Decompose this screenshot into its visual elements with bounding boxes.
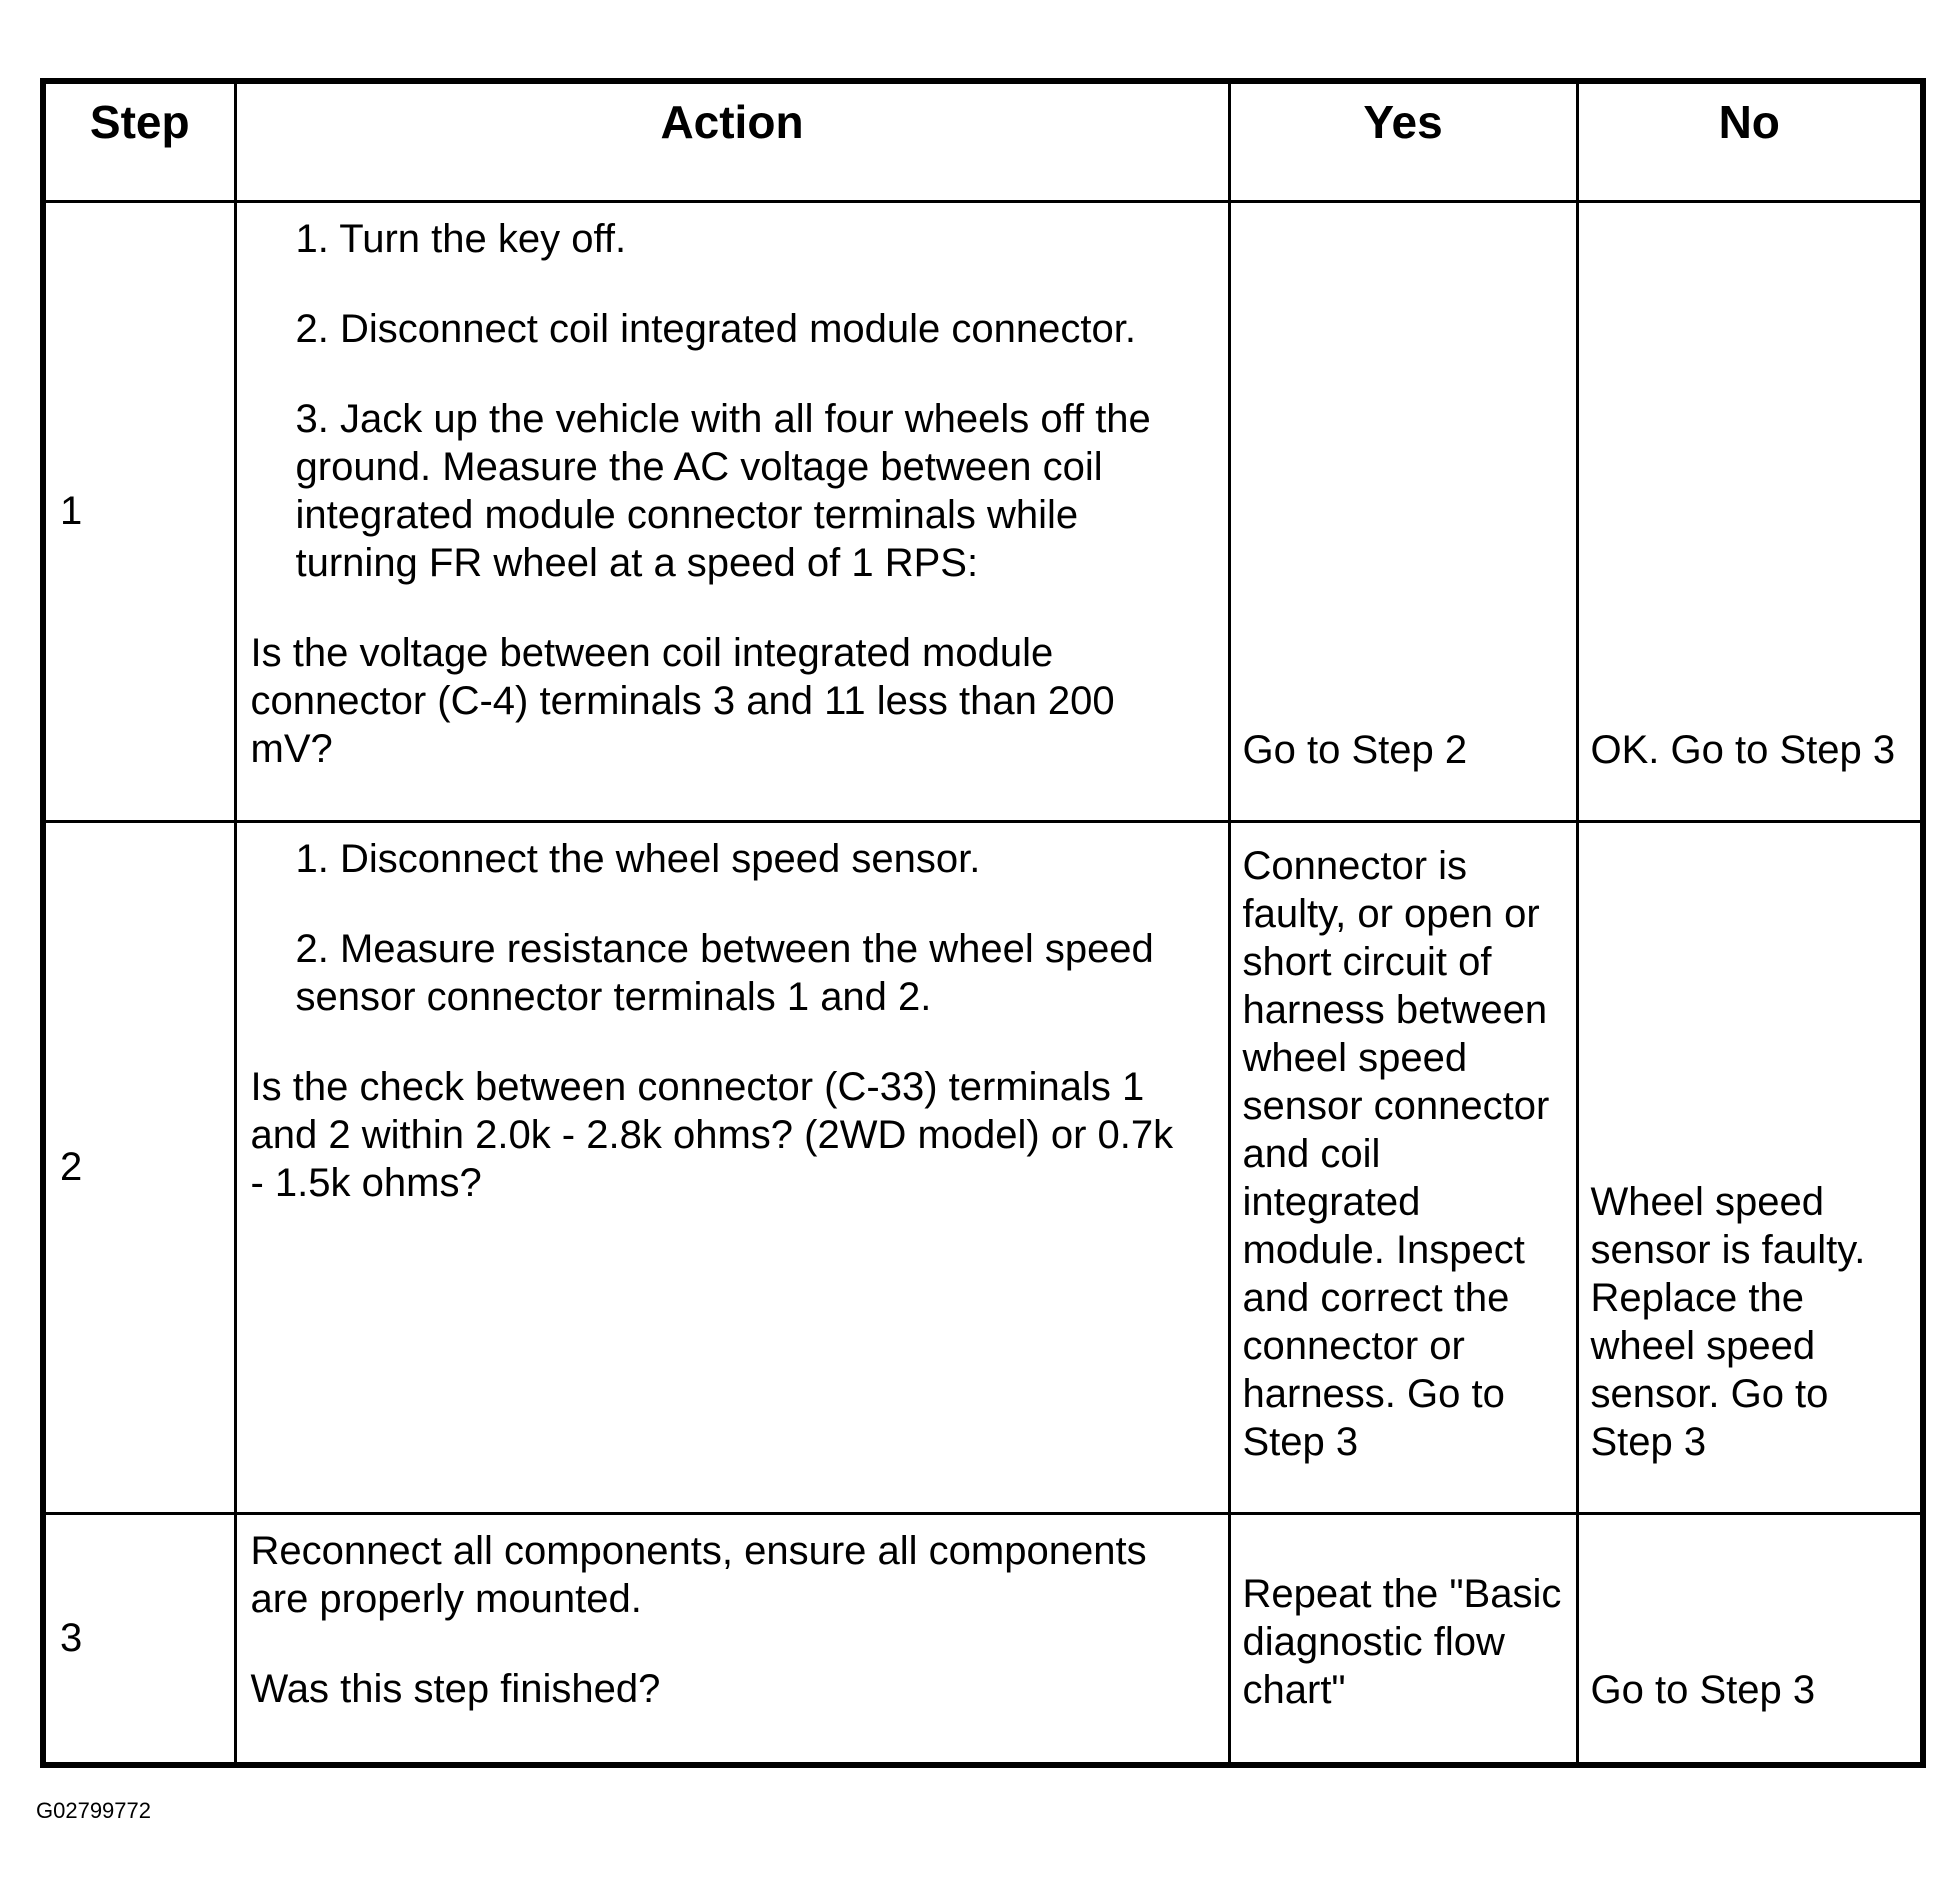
yes-result: Go to Step 2 — [1229, 201, 1577, 821]
yes-result: Repeat the "Basic diagnostic flow chart" — [1229, 1513, 1577, 1765]
step-number: 3 — [43, 1513, 235, 1765]
header-action: Action — [235, 81, 1229, 201]
no-result: Go to Step 3 — [1577, 1513, 1923, 1765]
table-row — [43, 1513, 1923, 1765]
no-result: Wheel speed sensor is faulty. Replace the wheel speed sensor. Go to Step 3 — [1577, 821, 1923, 1513]
yes-result: Connector is faulty, or open or short circuit of harness between wheel speed sensor connector and coil integrated module. Inspect and correct the connector or harness. Go to Step 3 — [1229, 821, 1577, 1513]
action-question: Is the check between connector (C-33) terminals 1 and 2 within 2.0k - 2.8k ohms? (2WD model) or 0.7k - 1.5k ohms? — [250, 1064, 1174, 1205]
action-question: Was this step finished? — [250, 1666, 661, 1711]
action-cell — [235, 201, 1229, 821]
no-result: OK. Go to Step 3 — [1577, 201, 1923, 821]
header-yes: Yes — [1229, 81, 1577, 201]
figure-id: G02799772 — [36, 1798, 151, 1823]
action-step: 1. Turn the key off. — [295, 216, 627, 261]
action-cell — [235, 1513, 1229, 1765]
action-step: 2. Disconnect coil integrated module connector. — [295, 306, 1136, 351]
action-question: Is the voltage between coil integrated module connector (C-4) terminals 3 and 11 less than 200 mV? — [250, 630, 1115, 771]
action-step: 2. Measure resistance between the wheel speed sensor connector terminals 1 and 2. — [295, 926, 1154, 1019]
table-row — [43, 821, 1923, 1513]
table-row — [43, 201, 1923, 821]
header-row — [43, 81, 1923, 201]
step-number: 1 — [43, 201, 235, 821]
header-no: No — [1577, 81, 1923, 201]
step-number: 2 — [43, 821, 235, 1513]
action-cell — [235, 821, 1229, 1513]
diagnostic-table — [40, 78, 1926, 1768]
header-step: Step — [43, 81, 235, 201]
action-question: Reconnect all components, ensure all components are properly mounted. — [250, 1528, 1147, 1621]
action-step: 3. Jack up the vehicle with all four wheels off the ground. Measure the AC voltage between coil integrated module connector terminals while turning FR wheel at a speed of 1 RPS: — [295, 396, 1151, 585]
action-step: 1. Disconnect the wheel speed sensor. — [295, 836, 981, 881]
